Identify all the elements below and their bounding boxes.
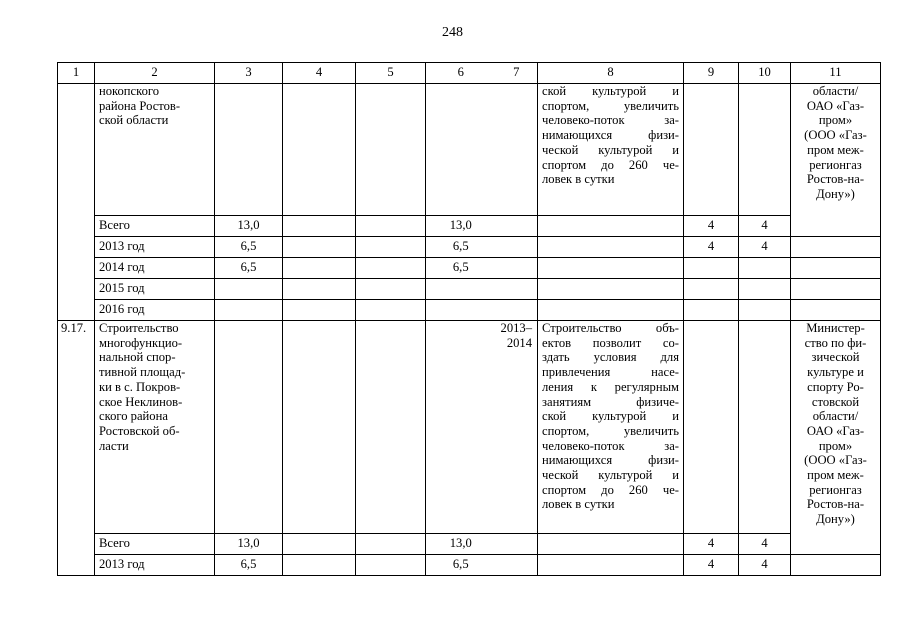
text-line: Ростовской об- [99,423,180,438]
financing-row [58,237,881,258]
text-line: зической [811,350,860,365]
value-cell: 4 [739,534,791,555]
text-line: (ООО «Газ- [804,128,867,143]
header-row [58,63,881,84]
text-line: пром меж- [807,468,864,483]
text-line: здать условия для [542,350,679,365]
empty-cell [283,321,356,534]
amount-cell: 6,5 [426,258,496,279]
value-cell: 4 [684,555,739,576]
text-line: ское Неклинов- [99,394,183,409]
text-line: ской культурой и [542,409,679,424]
text-line: ческой культурой и [542,468,679,483]
empty-cell [283,84,356,216]
empty-cell [538,555,684,576]
financing-row [58,300,881,321]
empty-cell [356,321,426,534]
empty-cell [791,555,881,576]
text-line: области/ [812,84,859,98]
text-line: 2013– [500,321,532,335]
period-cell [496,321,538,534]
header-cell: 11 [791,63,881,84]
text-line: спортом, увеличить [542,98,679,113]
empty-cell [426,84,496,216]
text-line: пром» [818,113,853,128]
item-name-cell [95,84,215,216]
value-cell: 4 [684,237,739,258]
text-line: спорту Ро- [807,379,864,394]
empty-cell [791,258,881,279]
empty-cell [538,258,684,279]
amount-cell [426,300,496,321]
empty-cell [356,237,426,258]
empty-cell [538,237,684,258]
empty-cell [496,237,538,258]
text-line: района Ростов- [99,98,181,113]
empty-cell [283,258,356,279]
text-line: ской культурой и [542,84,679,98]
text-line: занятиям физиче- [542,394,679,409]
empty-cell [684,321,739,534]
year-label-cell: Всего [95,216,215,237]
empty-cell [496,258,538,279]
year-label-cell: 2016 год [95,300,215,321]
text-line: ской области [99,113,169,128]
empty-cell [684,84,739,216]
text-line: нальной спор- [99,350,176,365]
period-cell [496,84,538,216]
text-line: человеко-поток за- [542,113,679,128]
year-label-cell: 2015 год [95,279,215,300]
text-line: ческой культурой и [542,142,679,157]
page-number: 248 [442,25,463,40]
empty-cell [283,216,356,237]
header-cell: 4 [283,63,356,84]
text-line: нимающихся физи- [542,128,679,143]
text-line: 2014 [506,335,532,350]
financing-row [58,258,881,279]
value-cell: 4 [739,216,791,237]
empty-cell [283,555,356,576]
text-line: ОАО «Газ- [806,98,865,113]
text-line: ского района [99,409,168,424]
amount-cell [426,279,496,300]
header-cell: 8 [538,63,684,84]
value-cell [739,258,791,279]
empty-cell [496,534,538,555]
text-line: спортом до 260 че- [542,157,679,172]
empty-cell [791,300,881,321]
value-cell: 4 [684,534,739,555]
text-line: пром» [818,438,853,453]
text-line: ловек в сутки [542,497,615,512]
total-amount-cell: 13,0 [215,534,283,555]
header-cell: 3 [215,63,283,84]
empty-cell [283,237,356,258]
empty-cell [356,555,426,576]
text-line: регионгаз [809,482,862,497]
empty-cell [356,279,426,300]
header-cell: 6 [426,63,496,84]
header-cell: 1 [58,63,95,84]
empty-cell [496,300,538,321]
text-line: ласти [99,438,129,453]
financing-row [58,216,881,237]
empty-cell [356,84,426,216]
empty-cell [426,321,496,534]
text-line: ловек в сутки [542,172,615,187]
empty-cell [791,279,881,300]
text-line: культуре и [807,365,864,380]
empty-cell [739,321,791,534]
header-cell: 10 [739,63,791,84]
text-line: Дону») [816,186,855,201]
total-amount-cell [215,300,283,321]
text-line: ления к регулярным [542,379,679,394]
amount-cell: 13,0 [426,216,496,237]
empty-cell [538,300,684,321]
empty-cell [283,279,356,300]
text-line: Ростов-на- [806,172,865,187]
text-line: человеко-поток за- [542,438,679,453]
item-number-cell [58,84,95,321]
total-amount-cell [215,279,283,300]
program-table [57,62,881,576]
year-label-cell: Всего [95,534,215,555]
empty-cell [496,216,538,237]
item-description-row [58,321,881,534]
header-cell: 9 [684,63,739,84]
total-amount-cell: 6,5 [215,555,283,576]
empty-cell [791,237,881,258]
item-name-cell [95,321,215,534]
financing-row [58,279,881,300]
value-cell [739,300,791,321]
text-line: стовской [811,394,860,409]
value-cell: 4 [739,555,791,576]
text-line: многофункцио- [99,335,183,350]
expected-result-cell [538,84,684,216]
text-line: ОАО «Газ- [806,423,865,438]
value-cell: 4 [739,237,791,258]
text-line: пром меж- [807,142,864,157]
value-cell [684,300,739,321]
executor-cell [791,84,881,237]
financing-row [58,555,881,576]
header-cell: 7 [496,63,538,84]
value-cell: 4 [684,216,739,237]
text-line: (ООО «Газ- [804,453,867,468]
text-line: спортом, увеличить [542,423,679,438]
empty-cell [215,84,283,216]
amount-cell: 6,5 [426,555,496,576]
header-cell: 5 [356,63,426,84]
empty-cell [215,321,283,534]
value-cell [684,258,739,279]
text-line: Строительство [99,321,179,335]
expected-result-cell [538,321,684,534]
text-line: нокопского [99,84,160,98]
text-line: нимающихся физи- [542,453,679,468]
item-number-cell: 9.17. [58,321,95,576]
empty-cell [538,216,684,237]
text-line: ектов позволит со- [542,335,679,350]
amount-cell: 6,5 [426,237,496,258]
value-cell [739,279,791,300]
empty-cell [356,534,426,555]
value-cell [684,279,739,300]
year-label-cell: 2013 год [95,237,215,258]
empty-cell [538,279,684,300]
empty-cell [496,555,538,576]
text-line: области/ [812,409,859,424]
total-amount-cell: 13,0 [215,216,283,237]
empty-cell [283,534,356,555]
text-line: привлечения насе- [542,365,679,380]
empty-cell [356,300,426,321]
empty-cell [538,534,684,555]
executor-cell [791,321,881,555]
amount-cell: 13,0 [426,534,496,555]
empty-cell [356,258,426,279]
empty-cell [739,84,791,216]
text-line: Строительство объ- [542,321,679,335]
text-line: ство по фи- [804,335,867,350]
year-label-cell: 2014 год [95,258,215,279]
total-amount-cell: 6,5 [215,237,283,258]
text-line: Ростов-на- [806,497,865,512]
text-line: регионгаз [809,157,862,172]
empty-cell [496,279,538,300]
text-line: тивной площад- [99,365,186,380]
year-label-cell: 2013 год [95,555,215,576]
text-line: Дону») [816,512,855,527]
text-line: ки в с. Покров- [99,379,181,394]
empty-cell [356,216,426,237]
header-cell: 2 [95,63,215,84]
empty-cell [283,300,356,321]
text-line: спортом до 260 че- [542,482,679,497]
text-line: Министер- [806,321,865,335]
financing-row [58,534,881,555]
item-description-row [58,84,881,216]
total-amount-cell: 6,5 [215,258,283,279]
